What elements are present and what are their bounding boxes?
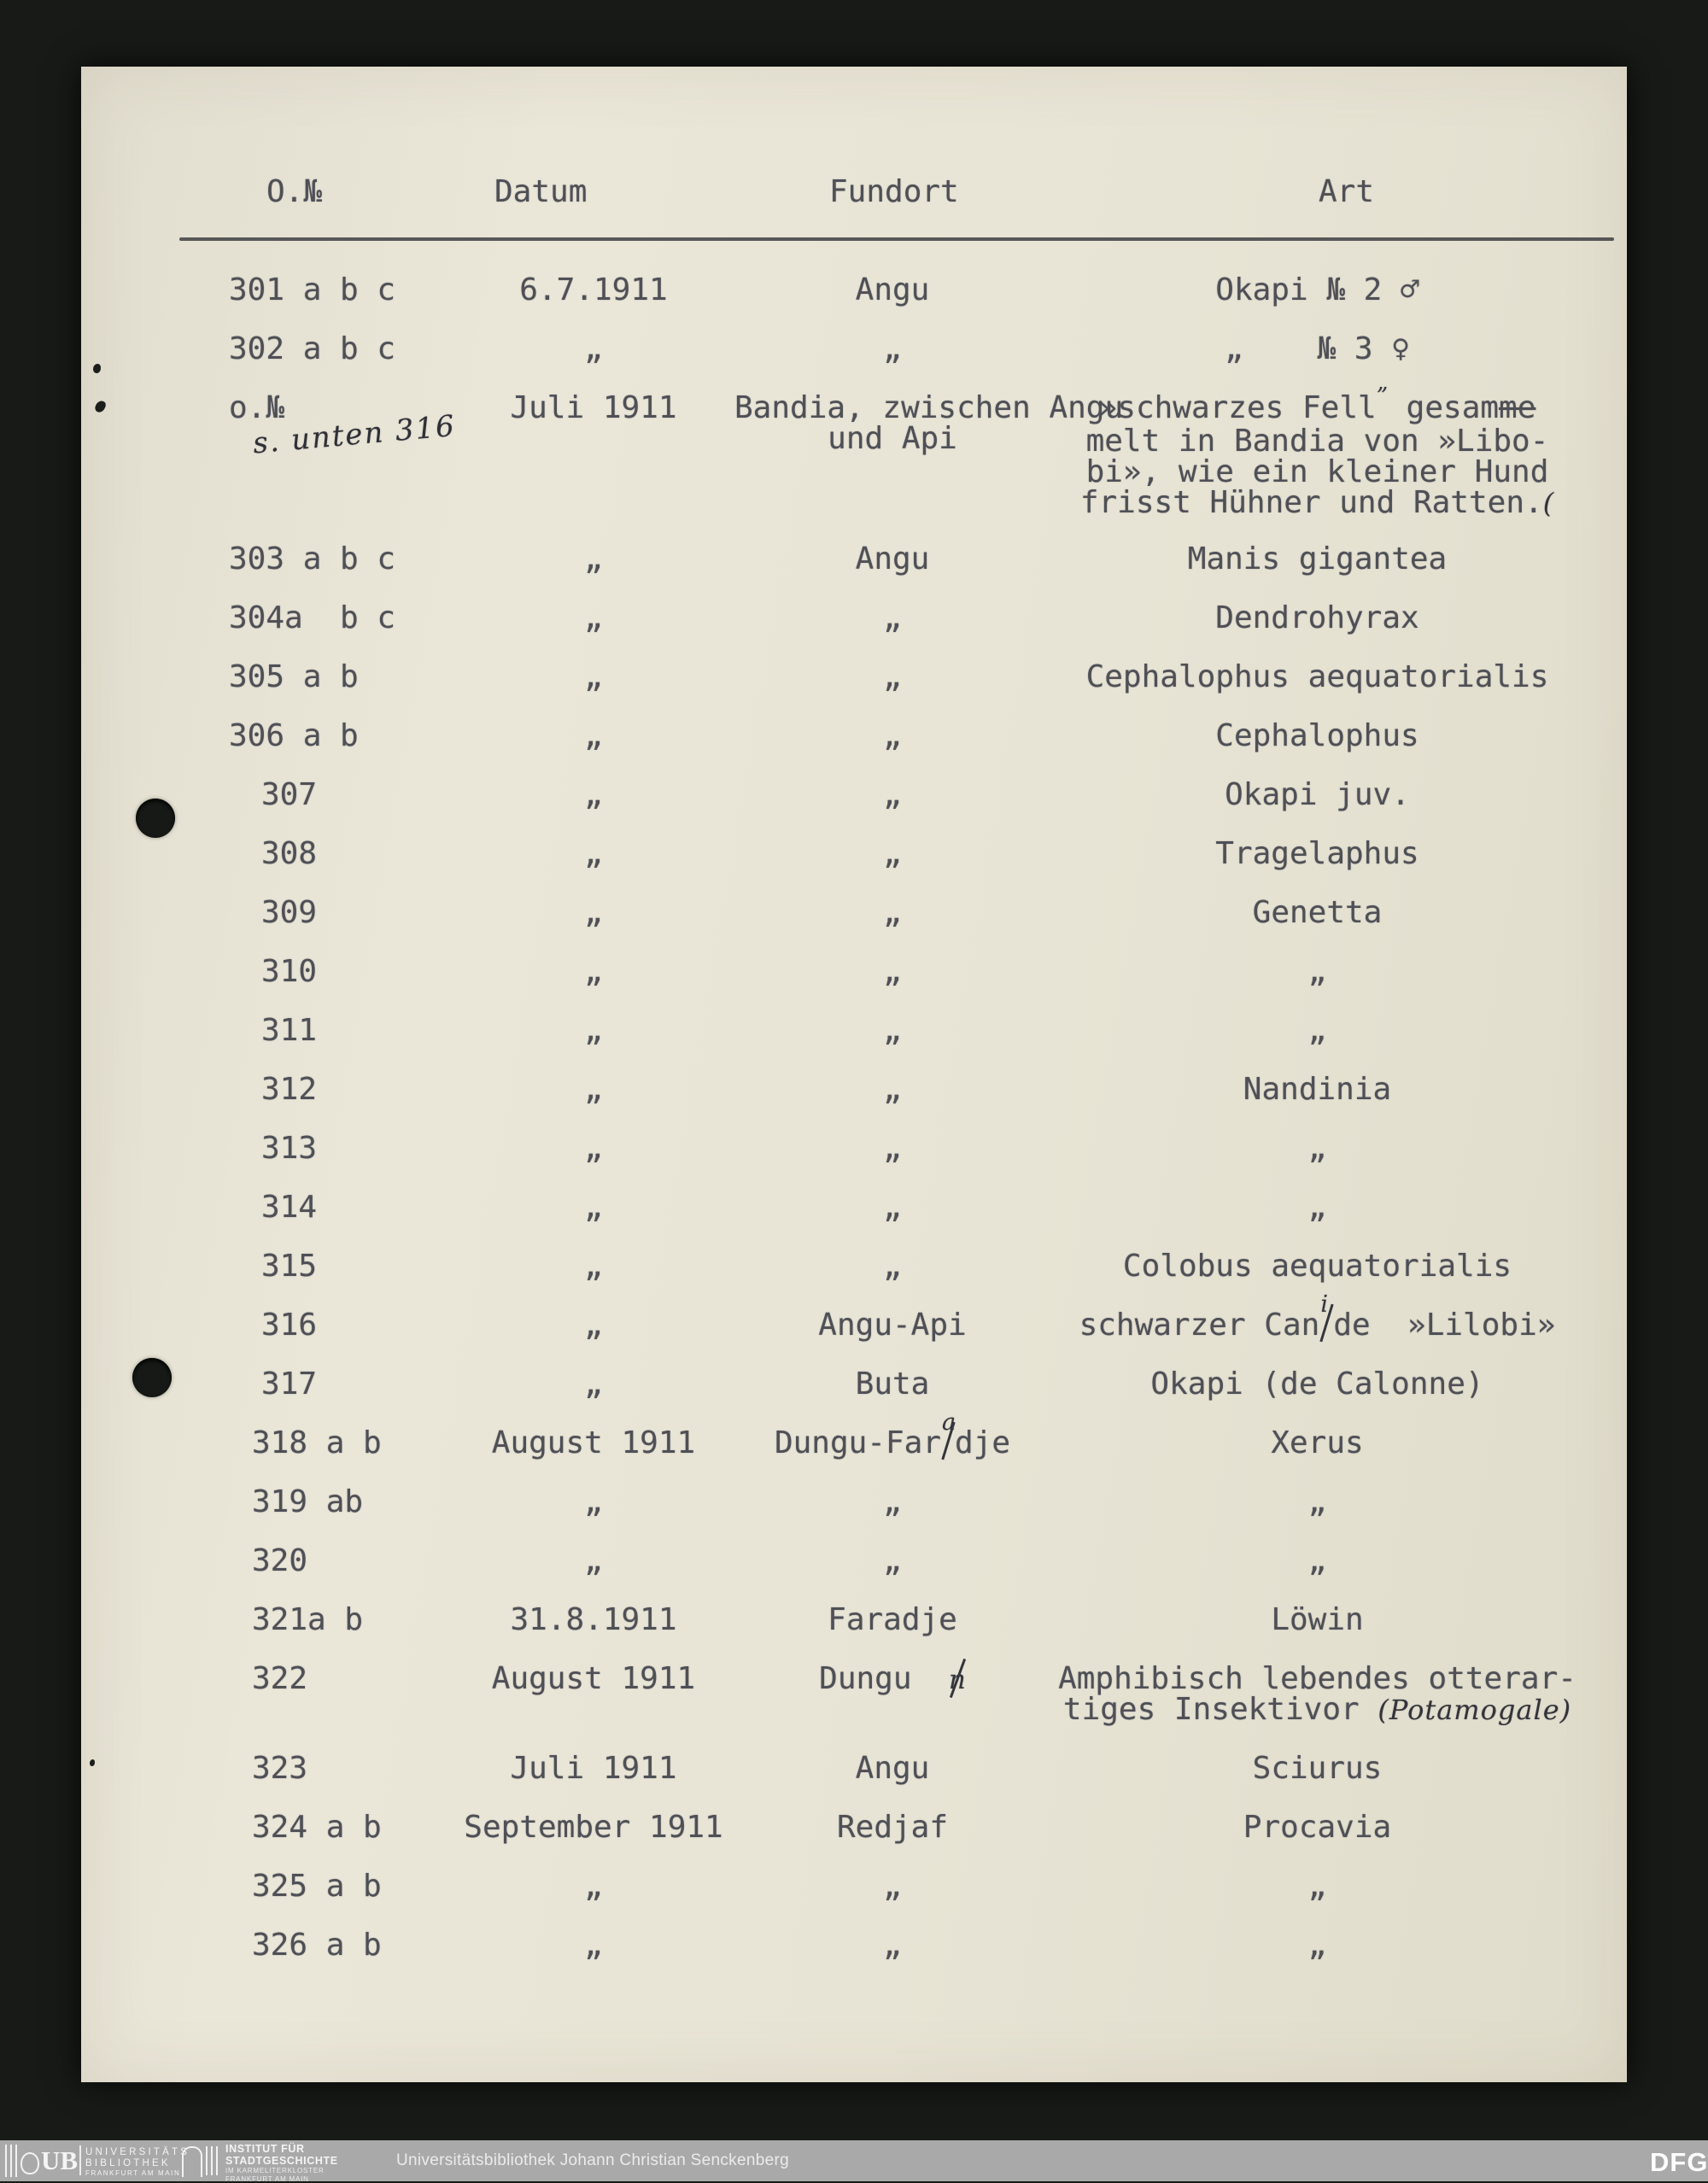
row-number-cell: 312	[229, 1074, 317, 1105]
row-fundort-cell: „	[734, 839, 1050, 869]
ub-library-wordmark	[85, 2147, 190, 2178]
table-row	[81, 1812, 1627, 1843]
row-art-cell: „	[1008, 1546, 1708, 1577]
row-art-cell: „	[1008, 1487, 1708, 1518]
header-underline-rule	[179, 237, 1614, 241]
table-row	[81, 334, 1627, 365]
row-number-cell: 302 a b c	[229, 334, 395, 365]
row-fundort-cell: „	[734, 780, 1050, 811]
institut-wordmark-line: STADTGESCHICHTE	[225, 2156, 338, 2168]
row-art-cell: Okapi (de Calonne)	[1008, 1369, 1627, 1400]
row-fundort-cell: „	[734, 721, 1050, 752]
row-number-cell: 307	[229, 780, 317, 811]
row-number-cell: 326 a b	[229, 1930, 382, 1961]
row-art-cell: „	[1008, 1930, 1708, 1961]
row-art-cell: „	[1008, 1133, 1708, 1164]
row-art-cell: Cephalophus	[1008, 721, 1627, 752]
row-art-cell: Colobus aequatorialis	[1008, 1251, 1627, 1282]
row-datum-cell: „	[461, 1930, 760, 1961]
table-row	[81, 1930, 1627, 1961]
table-row	[81, 1605, 1627, 1636]
table-row	[81, 898, 1627, 928]
row-datum-cell: „	[461, 898, 760, 928]
row-number-cell: 325 a b	[229, 1871, 382, 1902]
row-datum-cell: „	[461, 1192, 760, 1223]
row-art-cell: Löwin	[1008, 1605, 1627, 1636]
table-row	[81, 1015, 1627, 1046]
punch-hole	[132, 1358, 172, 1397]
row-datum-cell: „	[461, 603, 760, 634]
row-art-cell: Procavia	[1008, 1812, 1627, 1843]
table-row	[81, 393, 1627, 516]
table-row	[81, 603, 1627, 634]
row-fundort-cell: „	[734, 1015, 1050, 1046]
table-row	[81, 1664, 1627, 1725]
ub-logo-bars-icon	[5, 2145, 17, 2177]
row-number-cell: 315	[229, 1251, 317, 1282]
column-header-number: O.№	[266, 174, 322, 209]
row-fundort-cell: Angu-Api	[734, 1310, 1050, 1341]
row-fundort-cell: Angu	[734, 1753, 1050, 1784]
row-number-cell: 321a b	[229, 1605, 363, 1636]
row-datum-cell: „	[461, 1369, 760, 1400]
table-row	[81, 1310, 1627, 1341]
row-datum-cell: „	[461, 1310, 760, 1341]
ub-wordmark-line: BIBLIOTHEK	[85, 2158, 190, 2169]
row-datum-cell: „	[461, 1546, 760, 1577]
table-row	[81, 839, 1627, 869]
row-datum-cell: „	[461, 839, 760, 869]
row-fundort-cell: „	[734, 603, 1050, 634]
row-datum-cell: „	[461, 721, 760, 752]
table-row	[81, 662, 1627, 693]
row-fundort-cell: „	[734, 1546, 1050, 1577]
row-fundort-cell: Dungu-Far a dje	[734, 1428, 1050, 1459]
row-art-cell: Okapi juv.	[1008, 780, 1627, 811]
table-row	[81, 1251, 1627, 1282]
table-row	[81, 1192, 1627, 1223]
row-number-cell: 314	[229, 1192, 317, 1223]
row-number-cell: 305 a b	[229, 662, 359, 693]
row-datum-cell: 6.7.1911	[461, 275, 726, 306]
row-datum-cell: August 1911	[461, 1664, 726, 1694]
library-footer-bar	[0, 2140, 1708, 2181]
table-row	[81, 957, 1627, 987]
table-row	[81, 1753, 1627, 1784]
row-fundort-cell: Angu	[734, 275, 1050, 306]
row-number-cell: 311	[229, 1015, 317, 1046]
row-art-cell: Manis gigantea	[1008, 544, 1627, 575]
row-number-cell: 322	[229, 1664, 307, 1694]
row-datum-cell: „	[461, 1074, 760, 1105]
row-fundort-cell: Faradje	[734, 1605, 1050, 1636]
row-art-cell: schwarzer Can i de »Lilobi»	[1008, 1310, 1627, 1341]
table-row	[81, 544, 1627, 575]
row-datum-cell: „	[461, 1871, 760, 1902]
row-datum-cell: „	[461, 1487, 760, 1518]
row-art-cell: Dendrohyrax	[1008, 603, 1627, 634]
row-art-cell: Nandinia	[1008, 1074, 1627, 1105]
row-art-cell: Sciurus	[1008, 1753, 1627, 1784]
row-number-cell: 310	[229, 957, 317, 987]
ub-logo-letters: UB	[41, 2145, 78, 2176]
row-number-cell: 323	[229, 1753, 307, 1784]
row-number-cell: 301 a b c	[229, 275, 395, 306]
ub-wordmark-line: UNIVERSITÄTS	[85, 2147, 190, 2158]
row-datum-cell: Juli 1911	[461, 1753, 726, 1784]
row-fundort-cell: „	[734, 1192, 1050, 1223]
row-number-cell: 318 a b	[229, 1428, 382, 1459]
gothic-arch-icon	[182, 2146, 202, 2177]
row-fundort-cell: „	[734, 334, 1050, 365]
table-row	[81, 1871, 1627, 1902]
row-art-cell: „	[1008, 1015, 1708, 1046]
table-row	[81, 275, 1627, 306]
scanned-document-page	[81, 67, 1627, 2082]
row-fundort-cell: „	[734, 1871, 1050, 1902]
punch-hole	[136, 799, 175, 838]
row-fundort-cell: Bandia, zwischen Angu und Api	[734, 393, 1050, 454]
row-datum-cell: „	[461, 544, 760, 575]
institut-wordmark	[225, 2144, 338, 2183]
ub-wordmark-line: FRANKFURT AM MAIN	[85, 2169, 190, 2178]
table-row	[81, 1133, 1627, 1164]
footer-logo-divider	[79, 2145, 81, 2175]
arch-bars-icon	[206, 2146, 221, 2175]
institut-wordmark-line: FRANKFURT AM MAIN	[225, 2175, 338, 2183]
dfg-logo: DFG	[1650, 2147, 1708, 2178]
row-datum-cell: August 1911	[461, 1428, 726, 1459]
row-fundort-cell: Redjaf	[734, 1812, 1050, 1843]
row-art-cell: Okapi № 2 ♂	[1008, 275, 1627, 306]
row-fundort-cell: „	[734, 957, 1050, 987]
row-fundort-cell: Angu	[734, 544, 1050, 575]
row-number-cell: 320	[229, 1546, 307, 1577]
ub-library-logo-icon	[5, 2145, 77, 2177]
row-datum-cell: Juli 1911	[461, 393, 726, 424]
digitization-credit: Universitätsbibliothek Johann Christian Senckenberg	[396, 2151, 789, 2170]
table-row	[81, 1074, 1627, 1105]
table-row	[81, 1428, 1627, 1459]
row-fundort-cell: „	[734, 1133, 1050, 1164]
column-header-fundort: Fundort	[829, 174, 959, 209]
row-art-cell: „	[1008, 1192, 1708, 1223]
row-datum-cell: „	[461, 1251, 760, 1282]
row-number-cell: 306 a b	[229, 721, 359, 752]
row-number-cell: 319 ab	[229, 1487, 363, 1518]
institut-wordmark-line: INSTITUT FÜR	[225, 2144, 338, 2156]
specimen-table	[81, 275, 1627, 1989]
row-fundort-cell: Dungu n	[734, 1664, 1050, 1695]
table-row	[81, 1487, 1627, 1518]
row-datum-cell: September 1911	[461, 1812, 726, 1843]
row-number-cell: 303 a b c	[229, 544, 395, 575]
row-datum-cell: „	[461, 1015, 760, 1046]
row-number-cell: 316	[229, 1310, 317, 1341]
column-header-datum: Datum	[494, 174, 587, 209]
row-datum-cell: „	[461, 662, 760, 693]
row-number-cell: 313	[229, 1133, 317, 1164]
row-art-cell: Genetta	[1008, 898, 1627, 928]
table-row	[81, 721, 1627, 752]
row-fundort-cell: „	[734, 1251, 1050, 1282]
column-header-art: Art	[1319, 174, 1374, 209]
row-datum-cell: 31.8.1911	[461, 1605, 726, 1636]
row-art-cell: „ № 3 ♀	[1008, 334, 1627, 365]
row-number-cell: o.№ s. unten 316	[229, 393, 456, 461]
row-art-cell: „	[1008, 957, 1708, 987]
ub-logo-portrait-icon	[20, 2152, 39, 2174]
row-fundort-cell: Buta	[734, 1369, 1050, 1400]
row-art-cell: Xerus	[1008, 1428, 1627, 1459]
table-row	[81, 1546, 1627, 1577]
table-row	[81, 780, 1627, 811]
row-art-cell: »schwarzes Fell” gesamme melt in Bandia von »Libo- bi», wie ein kleiner Hund frisst Hühner und Ratten.(	[1008, 393, 1627, 518]
row-fundort-cell: „	[734, 1930, 1050, 1961]
row-datum-cell: „	[461, 957, 760, 987]
row-art-cell: Cephalophus aequatorialis	[1008, 662, 1627, 693]
row-fundort-cell: „	[734, 1074, 1050, 1105]
row-number-cell: 317	[229, 1369, 317, 1400]
row-datum-cell: „	[461, 780, 760, 811]
institut-wordmark-line: IM KARMELITERKLOSTER	[225, 2167, 338, 2175]
row-number-cell: 308	[229, 839, 317, 869]
row-number-cell: 324 a b	[229, 1812, 382, 1843]
row-datum-cell: „	[461, 1133, 760, 1164]
row-number-cell: 309	[229, 898, 317, 928]
row-datum-cell: „	[461, 334, 760, 365]
row-fundort-cell: „	[734, 1487, 1050, 1518]
row-art-cell: „	[1008, 1871, 1708, 1902]
institut-stadtgeschichte-logo-icon	[182, 2145, 221, 2177]
table-row	[81, 1369, 1627, 1400]
row-art-cell: Tragelaphus	[1008, 839, 1627, 869]
row-fundort-cell: „	[734, 898, 1050, 928]
row-number-cell: 304a b c	[229, 603, 395, 634]
row-art-cell: Amphibisch lebendes otterar- tiges Insektivor (Potamogale)	[1008, 1664, 1627, 1725]
row-fundort-cell: „	[734, 662, 1050, 693]
